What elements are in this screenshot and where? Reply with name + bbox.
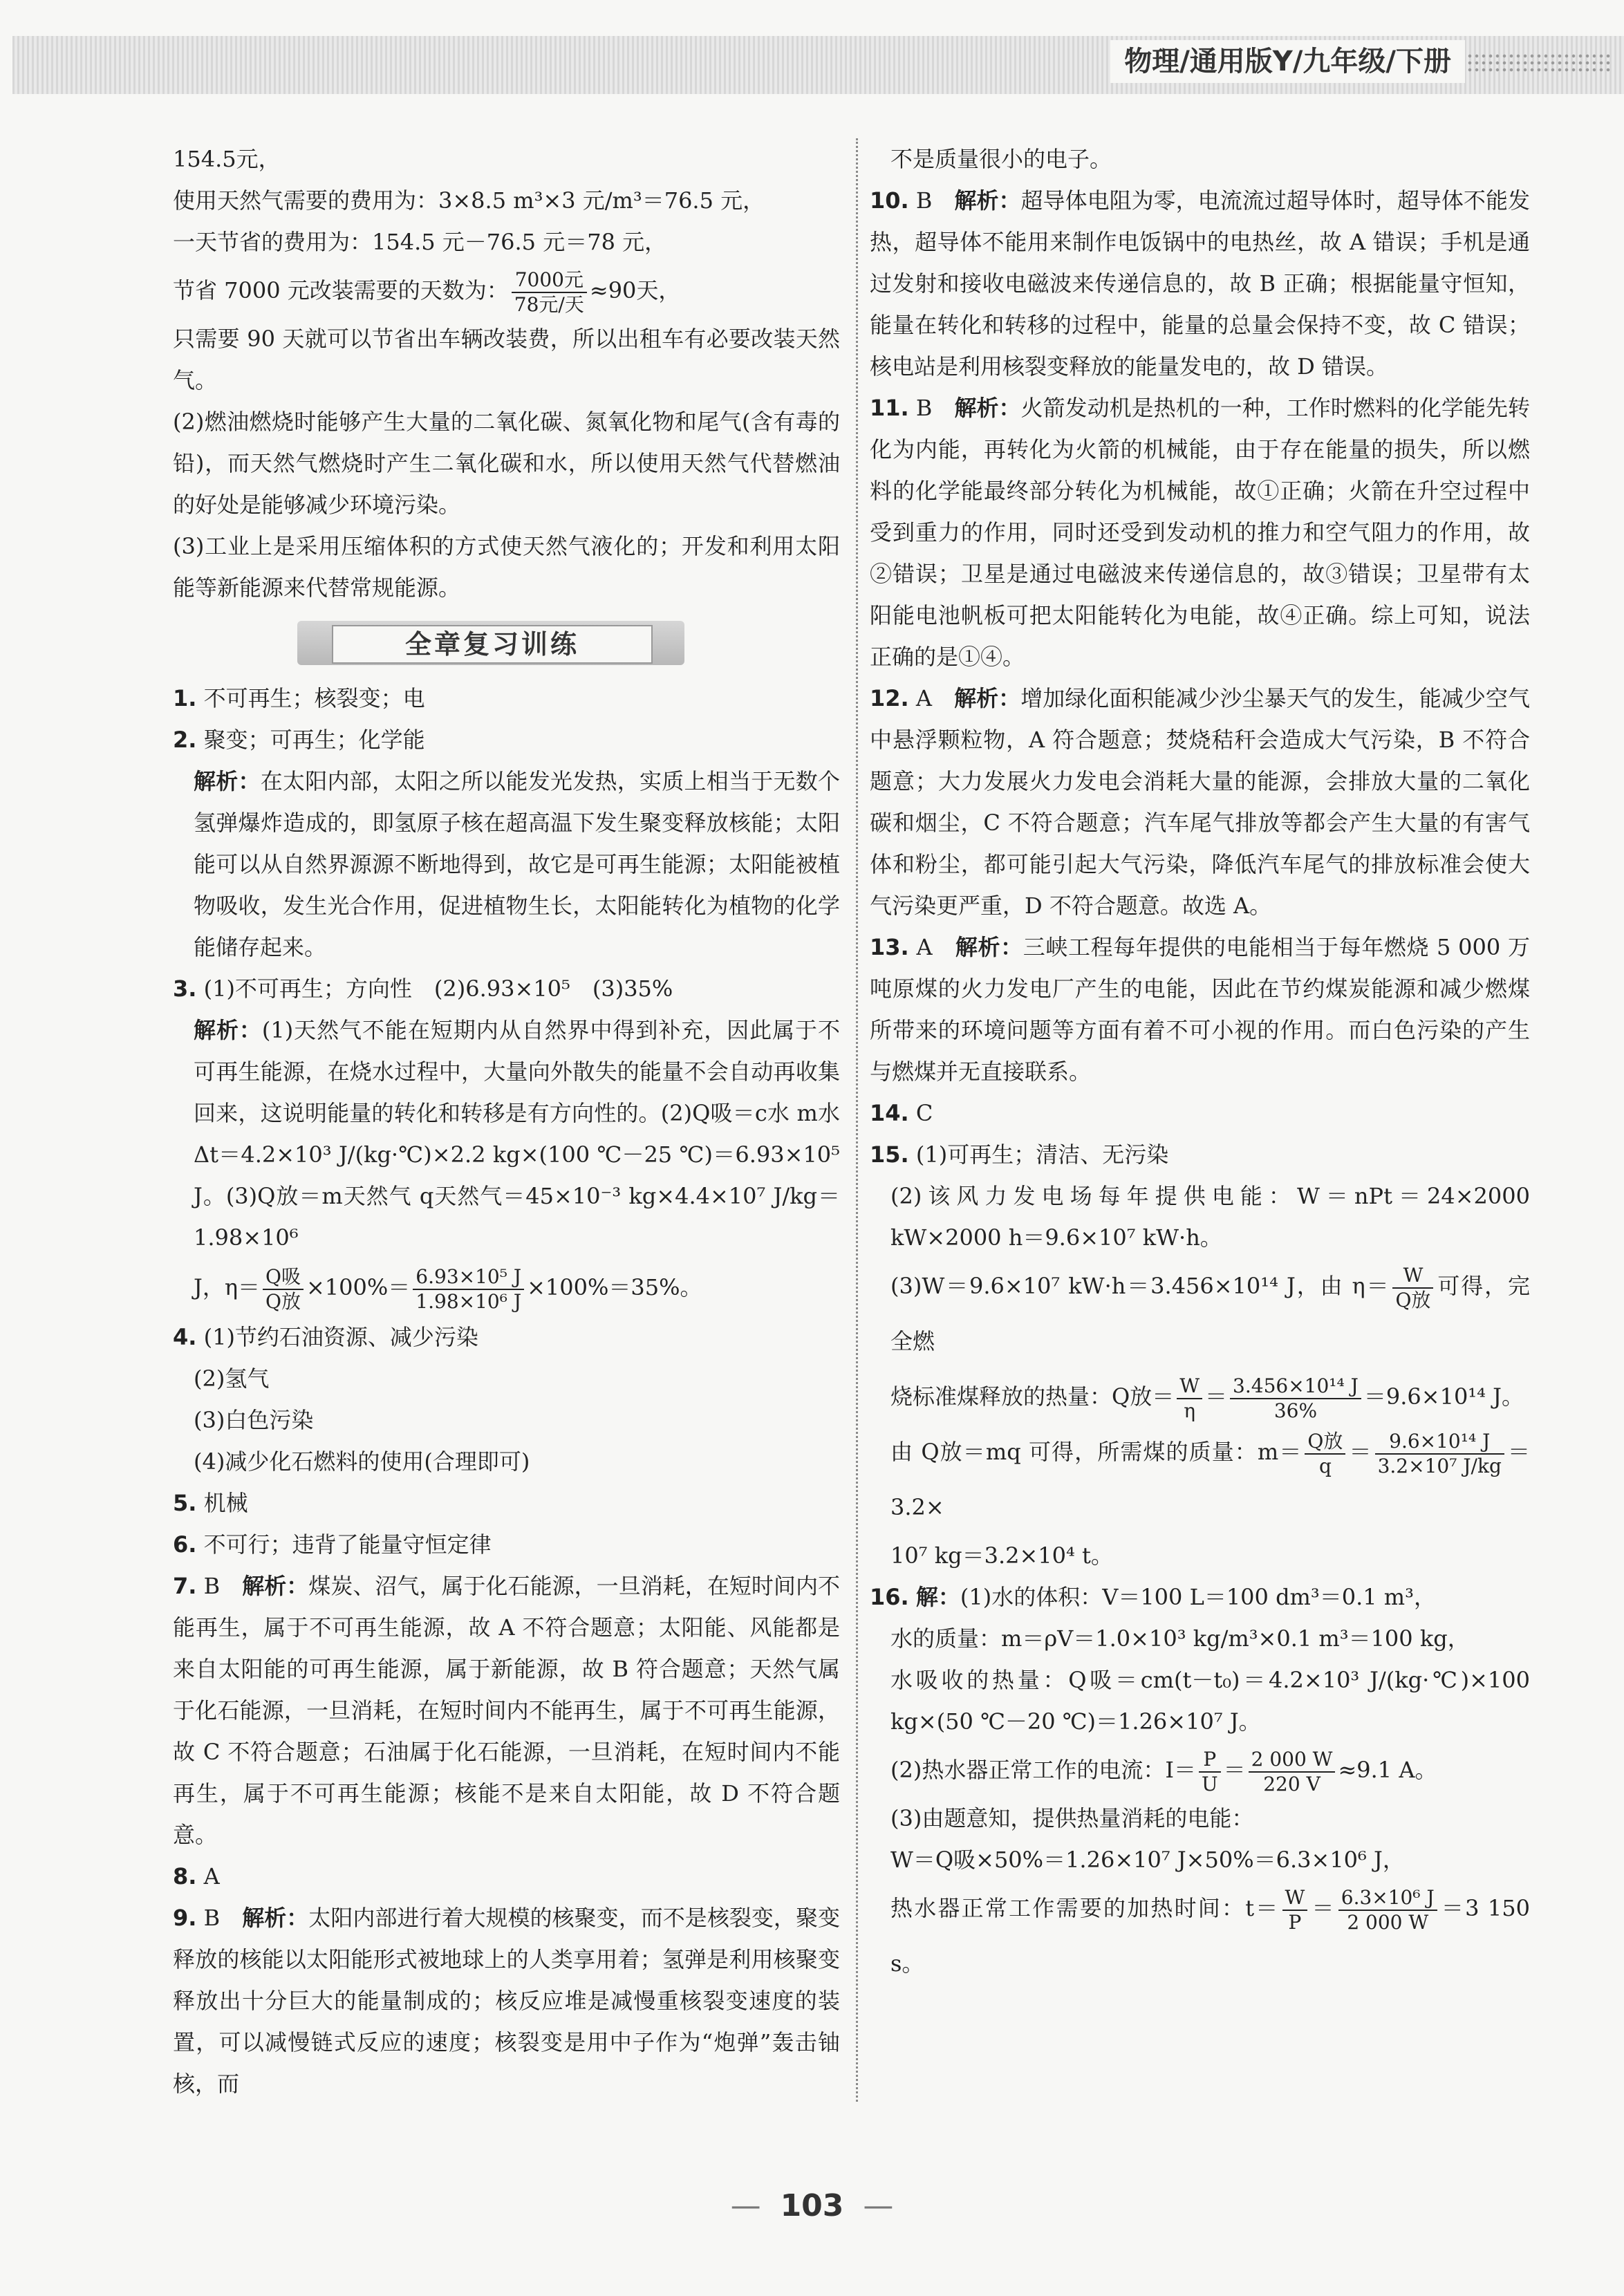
answer-item xyxy=(173,1524,840,1565)
fraction-numerator: 3.456×10¹⁴ J xyxy=(1230,1374,1361,1399)
question-number: 9. xyxy=(173,1905,197,1931)
question-number: 3. xyxy=(173,976,197,1002)
answer-text: (1)水的体积：V＝100 L＝100 dm³＝0.1 m³， xyxy=(960,1584,1436,1610)
question-number: 5. xyxy=(173,1490,197,1516)
answer-text: 使用天然气需要的费用为：3×8.5 m³×3 元/m³＝76.5 元， xyxy=(173,187,765,214)
question-number: 4. xyxy=(173,1324,197,1350)
fraction-denominator: 1.98×10⁶ J xyxy=(416,1289,522,1313)
answer-text: 不可再生；核裂变；电 xyxy=(203,685,425,711)
fraction-denominator: 220 V xyxy=(1263,1772,1320,1795)
answer-text xyxy=(173,1258,840,1316)
fraction-numerator: 7000元 xyxy=(512,268,587,293)
fraction xyxy=(1392,1264,1433,1312)
formula-text: ＝ xyxy=(1310,1895,1336,1921)
formula-text: ＝ xyxy=(1205,1383,1228,1410)
answer-text xyxy=(173,263,840,318)
footer-dash: — xyxy=(863,2188,894,2223)
answer-text: 不可行；违背了能量守恒定律 xyxy=(203,1531,492,1558)
answer-text: A xyxy=(915,685,955,711)
formula-text: ＝9.6×10¹⁴ J。 xyxy=(1363,1383,1524,1410)
answer-text: (1)不可再生；方向性 (2)6.93×10⁵ (3)35% xyxy=(203,976,673,1002)
fraction-denominator: 36% xyxy=(1273,1399,1318,1422)
explanation-text: 三峡工程每年提供的电能相当于每年燃烧 5 000 万吨原煤的火力发电厂产生的电能，因此在节约煤炭能源和减少燃煤所带来的环境问题等方面有着不可小视的作用。而白色污染的产生与燃煤并无直接联系。 xyxy=(870,934,1530,1085)
answer-item xyxy=(870,387,1530,678)
formula-text: (3)W＝9.6×10⁷ kW·h＝3.456×10¹⁴ J，由 η＝ xyxy=(890,1273,1390,1299)
answer-text: A xyxy=(203,1863,220,1889)
explanation-label: 解析： xyxy=(194,1017,262,1043)
fraction-numerator: Q放 xyxy=(1305,1430,1345,1455)
answer-text: 只需要 90 天就可以节省出车辆改装费，所以出租车有必要改装天然气。 xyxy=(173,326,840,393)
explanation-text: 煤炭、沼气，属于化石能源，一旦消耗，在短时间内不能再生，属于不可再生能源，故 A 不符合题意；太阳能、风能都是来自太阳能的可再生能源，属于新能源，故 B 符合题意；天然气属于化石能源，一旦消耗，在短时间内不能再生，属于不可再生能源，故 C 不符合题意；石油属于化石能源，一旦消耗，在短时间内不能再生，属于不可再生能源；核能不是来自太阳能，故 D 不符合题意。 xyxy=(173,1573,840,1848)
fraction-denominator: U xyxy=(1201,1772,1218,1795)
answer-item xyxy=(173,678,840,719)
answer-text: (2)氢气 xyxy=(194,1365,270,1392)
fraction-numerator: 2 000 W xyxy=(1249,1748,1336,1773)
header-dots-decoration xyxy=(1466,53,1612,73)
fraction-denominator: 78元/天 xyxy=(514,292,584,316)
answer-text: 水的质量：m＝ρV＝1.0×10³ kg/m³×0.1 m³＝100 kg， xyxy=(890,1625,1470,1652)
fraction-numerator: Q吸 xyxy=(263,1265,304,1290)
answer-item xyxy=(870,1134,1530,1175)
answer-item xyxy=(173,1897,840,2104)
question-number: 11. xyxy=(870,395,909,421)
answer-text xyxy=(870,1369,1530,1424)
explanation-label: 解析： xyxy=(954,685,1021,711)
answer-item xyxy=(173,968,840,1009)
answer-item xyxy=(870,926,1530,1092)
answer-item xyxy=(173,1565,840,1856)
answer-text: (3)白色污染 xyxy=(194,1407,314,1433)
fraction xyxy=(512,268,587,317)
explanation-text: (1)天然气不能在短期内从自然界中得到补充，因此属于不可再生能源，在烧水过程中，大量向外散失的能量不会自动再收集回来，这说明能量的转化和转移是有方向性的。(2)Q吸＝c水 m水 Δt＝4.2×10³ J/(kg·℃)×2.2 kg×(100 ℃－25 ℃)＝6.93×10⁵ J。(3)Q放＝m天然气 q天然气＝45×10⁻³ kg×4.4×10⁷ J/kg＝1.98×10⁶ xyxy=(194,1017,840,1251)
question-number: 14. xyxy=(870,1100,909,1126)
fraction xyxy=(1305,1430,1345,1478)
answer-text: 10⁷ kg＝3.2×10⁴ t。 xyxy=(890,1542,1113,1569)
fraction-denominator: Q放 xyxy=(1395,1288,1431,1312)
formula-text: 由 Q放＝mq 可得，所需煤的质量：m＝ xyxy=(890,1439,1303,1465)
answer-item xyxy=(173,719,840,760)
explanation-text: 增加绿化面积能减少沙尘暴天气的发生，能减少空气中悬浮颗粒物，A 符合题意；焚烧秸秆会造成大气污染，B 不符合题意；大力发展火力发电会消耗大量的能源，会排放大量的二氧化碳和烟尘，C 不符合题意；汽车尾气排放等都会产生大量的有害气体和粉尘，都可能引起大气污染，降低汽车尾气的排放标准会使大气污染更严重，D 不符合题意。故选 A。 xyxy=(870,685,1530,919)
answer-text: B xyxy=(203,1905,243,1931)
explanation-label: 解析： xyxy=(954,187,1021,214)
fraction-denominator: P xyxy=(1288,1910,1302,1934)
answer-text: 机械 xyxy=(203,1490,248,1516)
explanation-text: 太阳内部进行着大规模的核聚变，而不是核裂变，聚变释放的核能以太阳能形式被地球上的人类享用着；氢弹是利用核聚变释放出十分巨大的能量制成的；核反应堆是减慢重核裂变速度的装置，可以减慢链式反应的速度；核裂变是用中子作为“炮弹”轰击铀核，而 xyxy=(173,1905,840,2097)
fraction xyxy=(1230,1374,1361,1423)
fraction-numerator: 6.93×10⁵ J xyxy=(413,1265,524,1290)
footer-dash: — xyxy=(730,2188,761,2223)
formula-text: 热水器正常工作需要的加热时间：t＝ xyxy=(890,1895,1280,1921)
answer-text: (3)工业上是采用压缩体积的方式使天然气液化的；开发和利用太阳能等新能源来代替常规能源。 xyxy=(173,533,840,601)
formula-text: ×100%＝ xyxy=(306,1274,411,1300)
answer-text: B xyxy=(915,187,955,214)
formula-text: J，η＝ xyxy=(194,1274,261,1300)
formula-text: ＝3.2× xyxy=(890,1439,1530,1520)
fraction xyxy=(1177,1374,1202,1423)
fraction xyxy=(1282,1886,1308,1934)
answer-item xyxy=(870,1092,1530,1134)
formula-text: ＝ xyxy=(1348,1439,1372,1465)
answer-text: (3)由题意知，提供热量消耗的电能： xyxy=(890,1805,1254,1831)
fraction-numerator: W xyxy=(1392,1264,1433,1289)
header-title: 物理/通用版Y/九年级/下册 xyxy=(1110,40,1465,83)
formula-text: 烧标准煤释放的热量：Q放＝ xyxy=(890,1383,1175,1410)
answer-item xyxy=(173,1856,840,1897)
explanation xyxy=(173,1009,840,1258)
question-number: 13. xyxy=(870,934,909,960)
page-footer xyxy=(0,2188,1624,2223)
answer-text xyxy=(870,1424,1530,1535)
answer-text: A xyxy=(916,934,955,960)
answer-item xyxy=(870,678,1530,926)
fraction-denominator: q xyxy=(1318,1454,1332,1477)
fraction-denominator: η xyxy=(1184,1399,1196,1422)
answer-item xyxy=(870,1576,1530,1618)
explanation xyxy=(173,760,840,968)
explanation-label: 解析： xyxy=(954,395,1021,421)
answer-text: (1)节约石油资源、减少污染 xyxy=(203,1324,478,1350)
answer-text: ≈90天， xyxy=(589,277,681,304)
answer-text: (1)可再生；清洁、无污染 xyxy=(915,1141,1169,1168)
question-number: 8. xyxy=(173,1863,197,1889)
fraction-denominator: 2 000 W xyxy=(1347,1910,1429,1934)
answer-text: 不是质量很小的电子。 xyxy=(890,146,1112,172)
answer-item xyxy=(173,1316,840,1358)
solution-label: 解： xyxy=(915,1584,960,1610)
formula-text: ＝3 150 s。 xyxy=(890,1895,1530,1977)
answer-text: B xyxy=(915,395,955,421)
question-number: 6. xyxy=(173,1531,197,1558)
section-title: 全章复习训练 xyxy=(332,625,653,664)
question-number: 7. xyxy=(173,1573,197,1599)
formula-text: ≈9.1 A。 xyxy=(1338,1757,1437,1783)
answer-text: W＝Q吸×50%＝1.26×10⁷ J×50%＝6.3×10⁶ J， xyxy=(890,1847,1405,1873)
question-number: 16. xyxy=(870,1584,909,1610)
answer-text: 水吸收的热量：Q吸＝cm(t－t₀)＝4.2×10³ J/(kg·℃)×100 kg×(50 ℃－20 ℃)＝1.26×10⁷ J。 xyxy=(890,1667,1530,1735)
explanation-text: 超导体电阻为零，电流流过超导体时，超导体不能发热，超导体不能用来制作电饭锅中的电热丝，故 A 错误；手机是通过发射和接收电磁波来传递信息的，故 B 正确；根据能量守恒知，能量在转化和转移的过程中，能量的总量会保持不变，故 C 错误；核电站是利用核裂变释放的能量发电的，故 D 错误。 xyxy=(870,187,1530,380)
question-number: 10. xyxy=(870,187,909,214)
answer-text: 154.5元， xyxy=(173,146,281,172)
fraction xyxy=(1199,1748,1221,1796)
page-number: 103 xyxy=(780,2188,844,2223)
answer-text: 聚变；可再生；化学能 xyxy=(203,727,425,753)
column-divider xyxy=(856,138,858,2102)
answer-item xyxy=(870,180,1530,387)
fraction xyxy=(1338,1886,1437,1934)
fraction-numerator: P xyxy=(1199,1748,1221,1773)
section-banner xyxy=(173,608,840,678)
answer-text: (4)减少化石燃料的使用(合理即可) xyxy=(194,1448,530,1475)
fraction-denominator: 3.2×10⁷ J/kg xyxy=(1377,1454,1502,1477)
answer-text xyxy=(870,1258,1530,1369)
right-column xyxy=(870,138,1530,1991)
answer-text xyxy=(870,1880,1530,1991)
answer-text: (2)该风力发电场每年提供电能：W＝nPt＝24×2000 kW×2000 h＝9.6×10⁷ kW·h。 xyxy=(890,1183,1530,1251)
fraction-numerator: W xyxy=(1177,1374,1202,1399)
answer-text: (2)燃油燃烧时能够产生大量的二氧化碳、氮氧化物和尾气(含有毒的铅)，而天然气燃烧时产生二氧化碳和水，所以使用天然气代替燃油的好处是能够减少环境污染。 xyxy=(173,409,840,518)
formula-text: 可得，完全燃 xyxy=(890,1273,1530,1354)
answer-text: 节省 7000 元改装需要的天数为： xyxy=(173,277,509,304)
fraction-numerator: 9.6×10¹⁴ J xyxy=(1375,1430,1504,1455)
question-number: 1. xyxy=(173,685,197,711)
answer-text: C xyxy=(915,1100,933,1126)
answer-text xyxy=(870,1742,1530,1798)
explanation-label: 解析： xyxy=(242,1573,309,1599)
left-column xyxy=(173,138,840,2104)
answer-text: 一天节省的费用为：154.5 元－76.5 元＝78 元， xyxy=(173,229,667,255)
explanation-label: 解析： xyxy=(955,934,1023,960)
fraction xyxy=(263,1265,304,1314)
question-number: 15. xyxy=(870,1141,909,1168)
question-number: 2. xyxy=(173,727,197,753)
fraction xyxy=(413,1265,524,1314)
fraction-numerator: 6.3×10⁶ J xyxy=(1338,1886,1437,1911)
formula-text: (2)热水器正常工作的电流：I＝ xyxy=(890,1757,1196,1783)
fraction-numerator: W xyxy=(1282,1886,1308,1911)
explanation-text: 在太阳内部，太阳之所以能发光发热，实质上相当于无数个氢弹爆炸造成的，即氢原子核在超高温下发生聚变释放核能；太阳能可以从自然界源源不断地得到，故它是可再生能源；太阳能被植物吸收，发生光合作用，促进植物生长，太阳能转化为植物的化学能储存起来。 xyxy=(194,768,840,960)
answer-text: B xyxy=(203,1573,243,1599)
explanation-label: 解析： xyxy=(194,768,261,794)
explanation-text: 火箭发动机是热机的一种，工作时燃料的化学能先转化为内能，再转化为火箭的机械能，由于存在能量的损失，所以燃料的化学能最终部分转化为机械能，故①正确；火箭在升空过程中受到重力的作用，同时还受到发动机的推力和空气阻力的作用，故②错误；卫星是通过电磁波来传递信息的，故③错误；卫星带有太阳能电池帆板可把太阳能转化为电能，故④正确。综上可知，说法正确的是①④。 xyxy=(870,395,1530,670)
explanation-label: 解析： xyxy=(242,1905,309,1931)
question-number: 12. xyxy=(870,685,909,711)
formula-text: ＝ xyxy=(1223,1757,1246,1783)
fraction xyxy=(1375,1430,1504,1478)
fraction xyxy=(1249,1748,1336,1796)
formula-text: ×100%＝35%。 xyxy=(527,1274,702,1300)
fraction-denominator: Q放 xyxy=(265,1289,301,1313)
answer-item xyxy=(173,1482,840,1524)
